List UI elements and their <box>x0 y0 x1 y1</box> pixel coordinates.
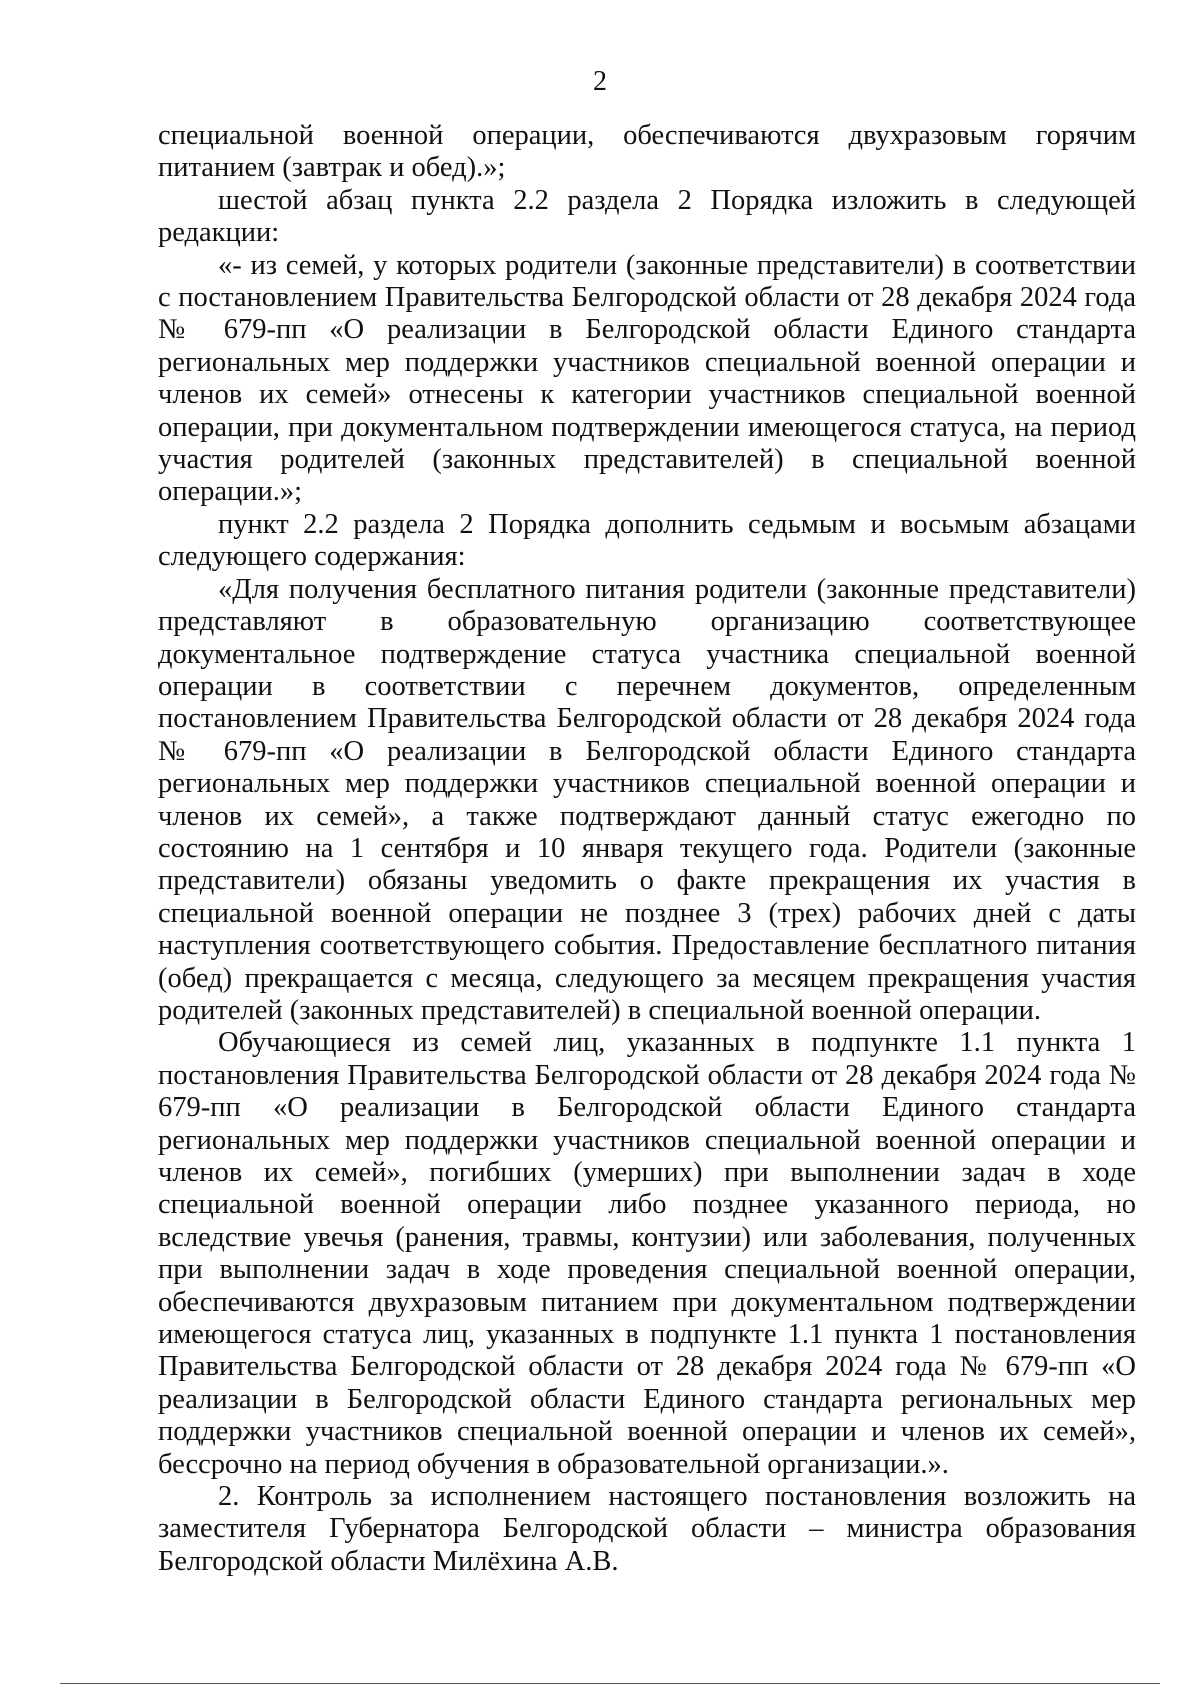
scan-edge-line <box>60 1683 1160 1684</box>
document-body <box>158 120 1136 1578</box>
paragraph-quoted-free-meals: «Для получения бесплатного питания родители (законные представители) представляют в образовательную организацию соответствующее документальное подтверждение статуса участника специальной военной операции в соответствии с перечнем документов, определенным постановлением Правительства Белгородской области от 28 декабря 2024 года № 679-пп «О реализации в Белгородской области Единого стандарта региональных мер поддержки участников специальной военной операции и членов их семей», а также подтверждают данный статус ежегодно по состоянию на 1 сентября и 10 января текущего года. Родители (законные представители) обязаны уведомить о факте прекращения их участия в специальной военной операции не позднее 3 (трех) рабочих дней с даты наступления соответствующего события. Предоставление бесплатного питания (обед) прекращается с месяца, следующего за месяцем прекращения участия родителей (законных представителей) в специальной военной операции. <box>158 573 1136 1026</box>
paragraph-control-clause: 2. Контроль за исполнением настоящего постановления возложить на заместителя Губернатора Белгородской области – министра образования Белгородской области Милёхина А.В. <box>158 1481 1136 1577</box>
paragraph-continuation: специальной военной операции, обеспечиваются двухразовым горячим питанием (завтрак и обед).»; <box>158 120 1136 184</box>
paragraph-amendment-add-abzacs: пункт 2.2 раздела 2 Порядка дополнить седьмым и восьмым абзацами следующего содержания: <box>158 508 1136 573</box>
paragraph-quoted-new-wording: «- из семей, у которых родители (законные представители) в соответствии с постановлением Правительства Белгородской области от 28 декабря 2024 года № 679-пп «О реализации в Белгородской области Единого стандарта региональных мер поддержки участников специальной военной операции и членов их семей» отнесены к категории участников специальной военной операции, при документальном подтверждении имеющегося статуса, на период участия родителей (законных представителей) в специальной военной операции.»; <box>158 249 1136 508</box>
page-number: 2 <box>593 66 607 97</box>
paragraph-amendment-sixth-abzac: шестой абзац пункта 2.2 раздела 2 Порядка изложить в следующей редакции: <box>158 184 1136 249</box>
paragraph-students-families: Обучающиеся из семей лиц, указанных в подпункте 1.1 пункта 1 постановления Правительства Белгородской области от 28 декабря 2024 года № 679-пп «О реализации в Белгородской области Единого стандарта региональных мер поддержки участников специальной военной операции и членов их семей», погибших (умерших) при выполнении задач в ходе специальной военной операции либо позднее указанного периода, но вследствие увечья (ранения, травмы, контузии) или заболевания, полученных при выполнении задач в ходе проведения специальной военной операции, обеспечиваются двухразовым питанием при документальном подтверждении имеющегося статуса лиц, указанных в подпункте 1.1 пункта 1 постановления Правительства Белгородской области от 28 декабря 2024 года № 679-пп «О реализации в Белгородской области Единого стандарта региональных мер поддержки участников специальной военной операции и членов их семей», бессрочно на период обучения в образовательной организации.». <box>158 1027 1136 1480</box>
